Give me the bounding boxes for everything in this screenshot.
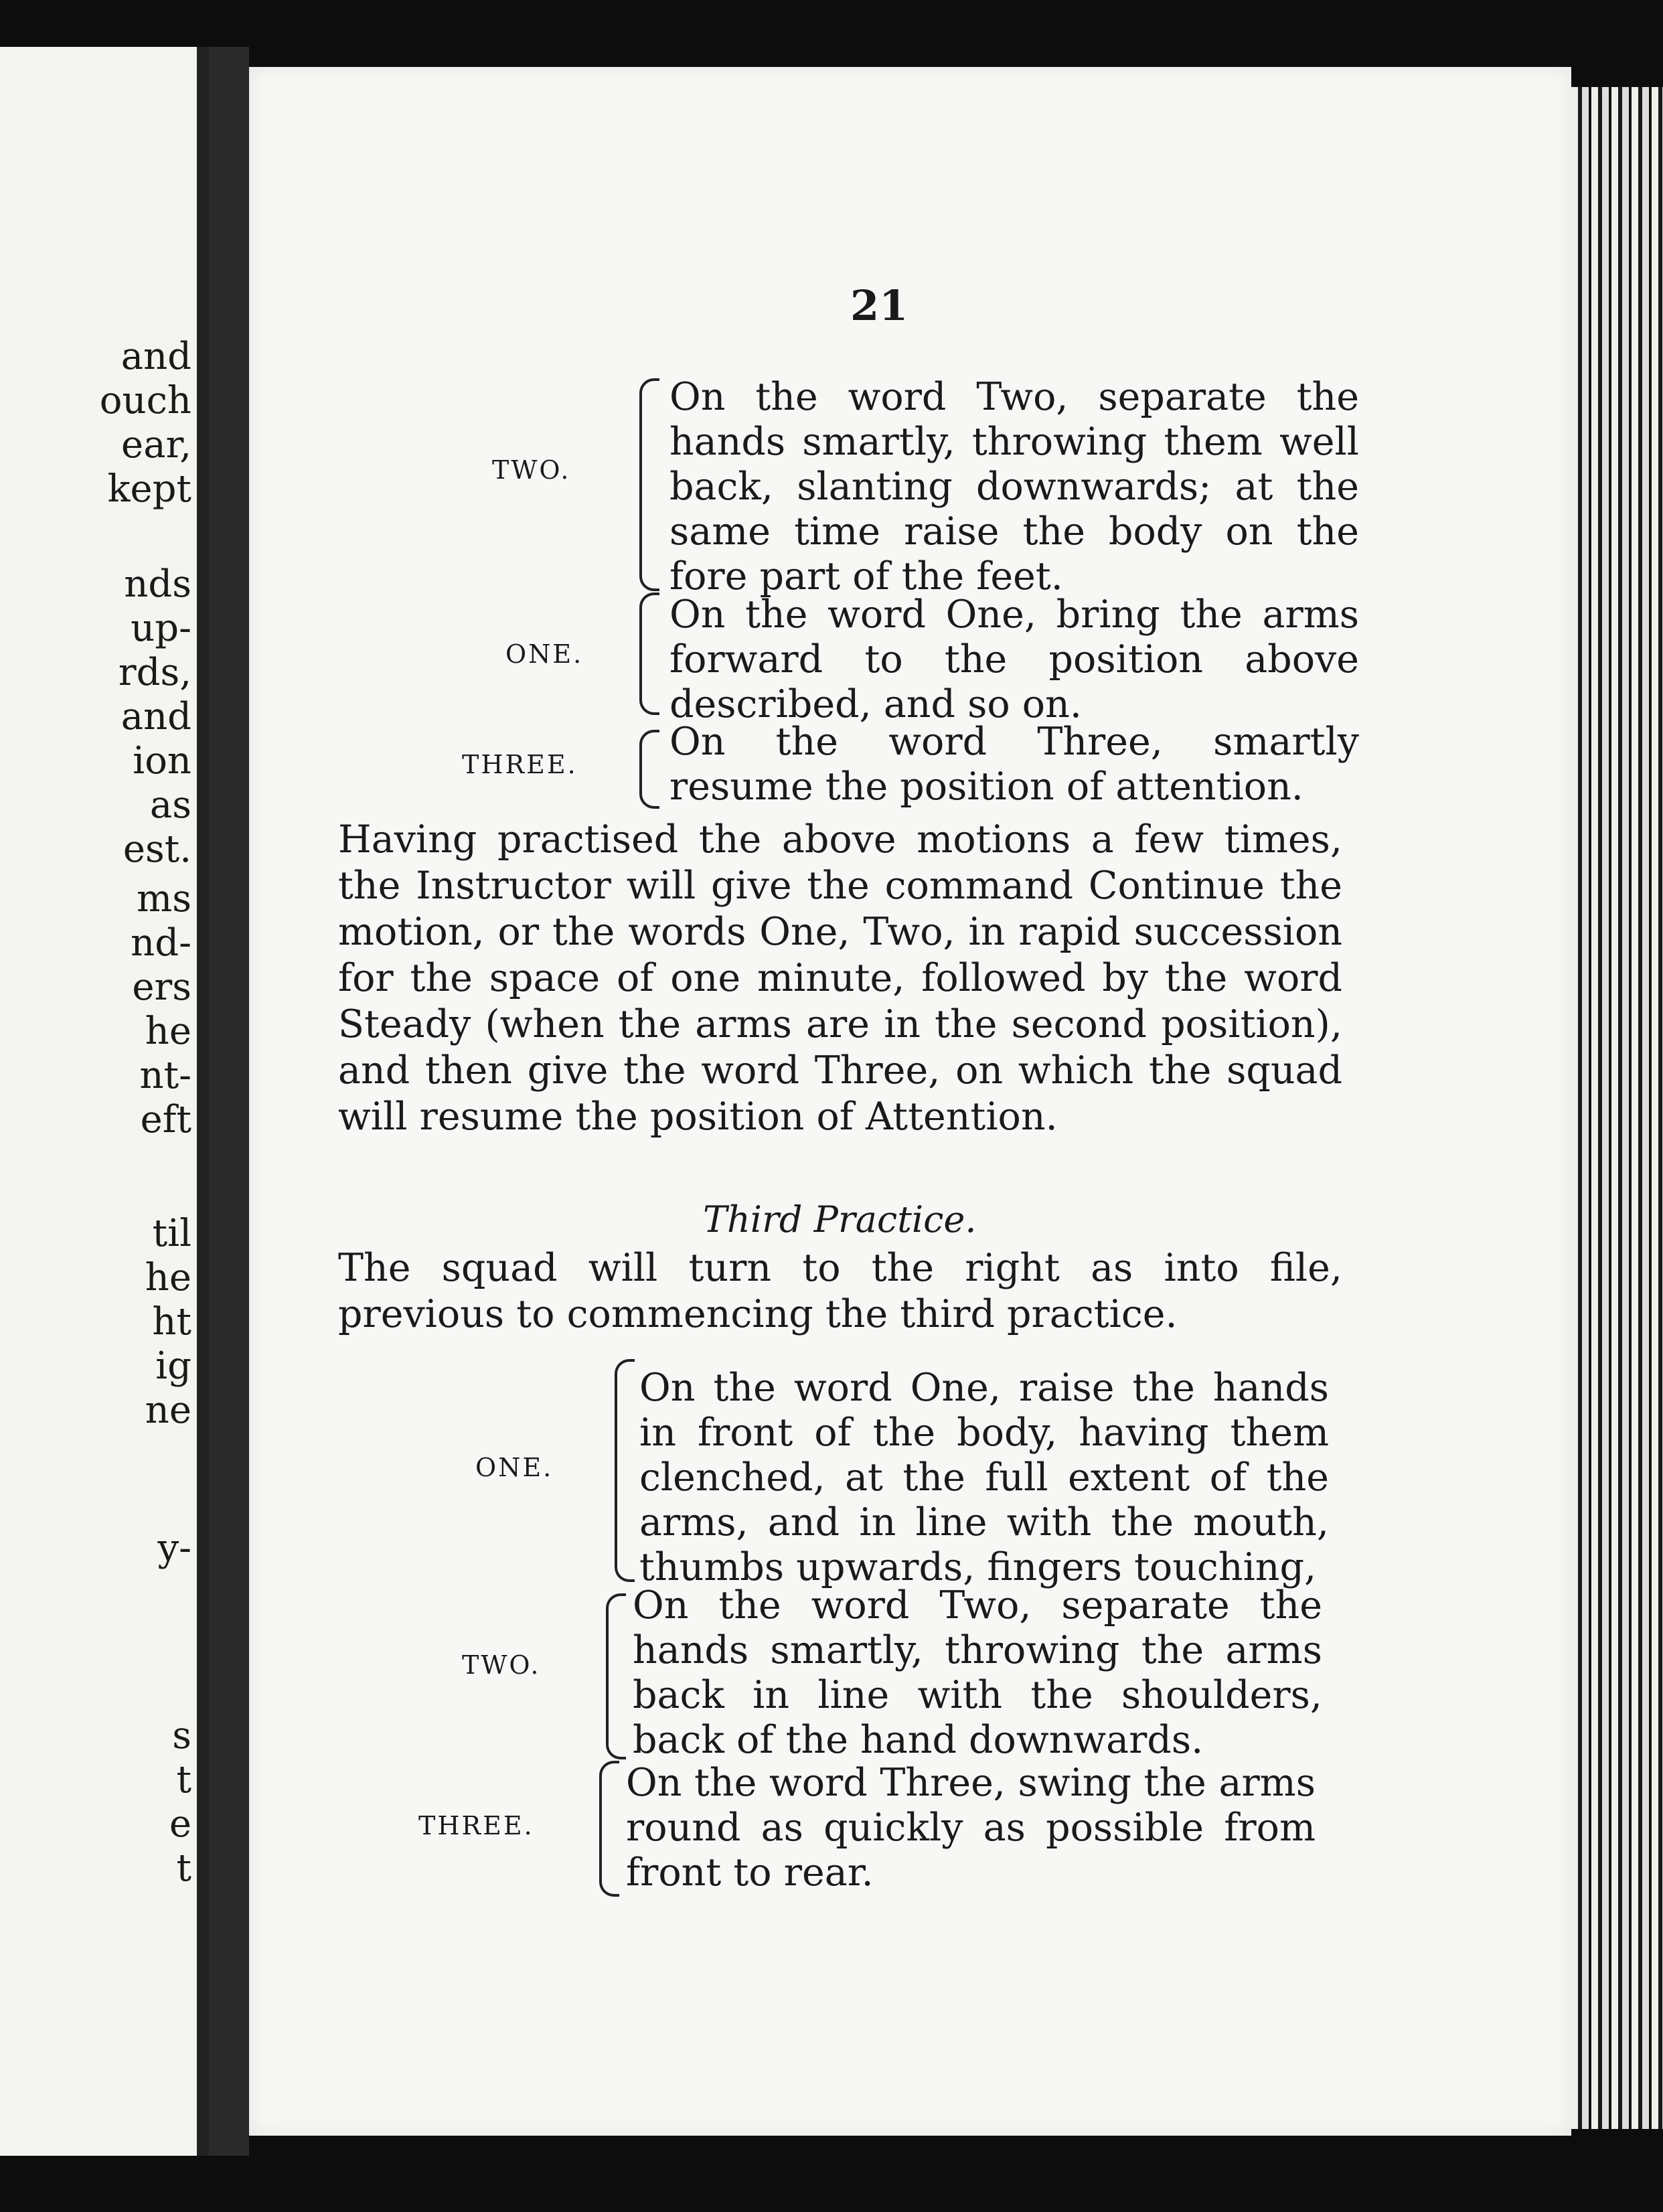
body-paragraph: Having practised the above motions a few times, the Instructor will give the command Continue the motion, or the words One, Two, in rapid succession for the space of one minute, followed by the word Steady (when the arms are in the second position), and then give the word Three, on which the squad will resume the position of Attention. (338, 817, 1342, 1139)
command-label-two: TWO. (492, 455, 571, 485)
facing-page-fragment: ht (152, 1300, 191, 1344)
facing-page-fragment: he (145, 1256, 191, 1299)
facing-page-fragment: t (176, 1758, 191, 1802)
brace (639, 730, 659, 809)
facing-page-fragment: ig (155, 1344, 191, 1388)
facing-page-fragment: he (145, 1010, 191, 1053)
facing-page-fragment: and (121, 335, 191, 378)
command-label-three: THREE. (418, 1811, 534, 1840)
facing-page-fragment: rds, (118, 651, 191, 694)
command-label-three: THREE. (462, 750, 578, 779)
facing-page (0, 47, 209, 2156)
facing-page-fragment: t (176, 1846, 191, 1890)
facing-page-fragment: nds (124, 562, 191, 606)
instruction-two: On the word Two, separate the hands smartly, throwing them well back, slanting downwards; at the same time raise the body on the fore part of the feet. (669, 375, 1359, 599)
instruction-three: On the word Three, smartly resume the position of attention. (669, 720, 1359, 809)
page-number: 21 (850, 281, 908, 330)
brace (615, 1359, 635, 1582)
command-label-two: TWO. (462, 1650, 541, 1680)
facing-page-fragment: y- (157, 1526, 191, 1570)
command-label-one: ONE. (505, 639, 584, 669)
facing-page-fragment: til (152, 1212, 191, 1255)
facing-page-fragment: nd- (131, 921, 191, 965)
facing-page-fragment: nt- (139, 1054, 191, 1097)
facing-page-fragment: eft (140, 1098, 191, 1141)
brace (599, 1761, 619, 1897)
instruction-one: On the word One, raise the hands in front of the body, having them clenched, at the full extent of the arms, and in line with the mouth, thumbs upwards, fingers touching, (639, 1366, 1329, 1589)
facing-page-fragment: ouch (99, 379, 191, 422)
page-edges (1571, 87, 1663, 2129)
brace (606, 1593, 626, 1759)
facing-page-fragment: est. (123, 827, 191, 871)
facing-page-fragment: s (172, 1714, 191, 1757)
facing-page-fragment: and (121, 695, 191, 738)
facing-page-fragment: ion (133, 739, 191, 783)
section-heading: Third Practice. (703, 1198, 977, 1241)
facing-page-fragment: kept (107, 467, 191, 511)
body-paragraph: The squad will turn to the right as into file, previous to commencing the third practice. (338, 1246, 1342, 1336)
facing-page-fragment: ms (137, 877, 191, 921)
book-gutter (209, 47, 249, 2156)
facing-page-fragment: e (169, 1802, 191, 1846)
facing-page-fragment: as (149, 783, 191, 827)
facing-page-fragment: ne (145, 1389, 191, 1432)
instruction-one: On the word One, bring the arms forward to the position above described, and so on. (669, 592, 1359, 726)
brace (639, 592, 659, 715)
facing-page-fragment: up- (131, 607, 191, 650)
command-label-one: ONE. (475, 1453, 554, 1482)
facing-page-fragment: ers (132, 965, 191, 1009)
brace (639, 378, 659, 591)
facing-page-fragment: ear, (121, 423, 191, 467)
instruction-two: On the word Two, separate the hands smartly, throwing the arms back in line with the shoulders, back of the hand downwards. (633, 1583, 1322, 1762)
instruction-three: On the word Three, swing the arms round as quickly as possible from front to rear. (626, 1761, 1316, 1895)
